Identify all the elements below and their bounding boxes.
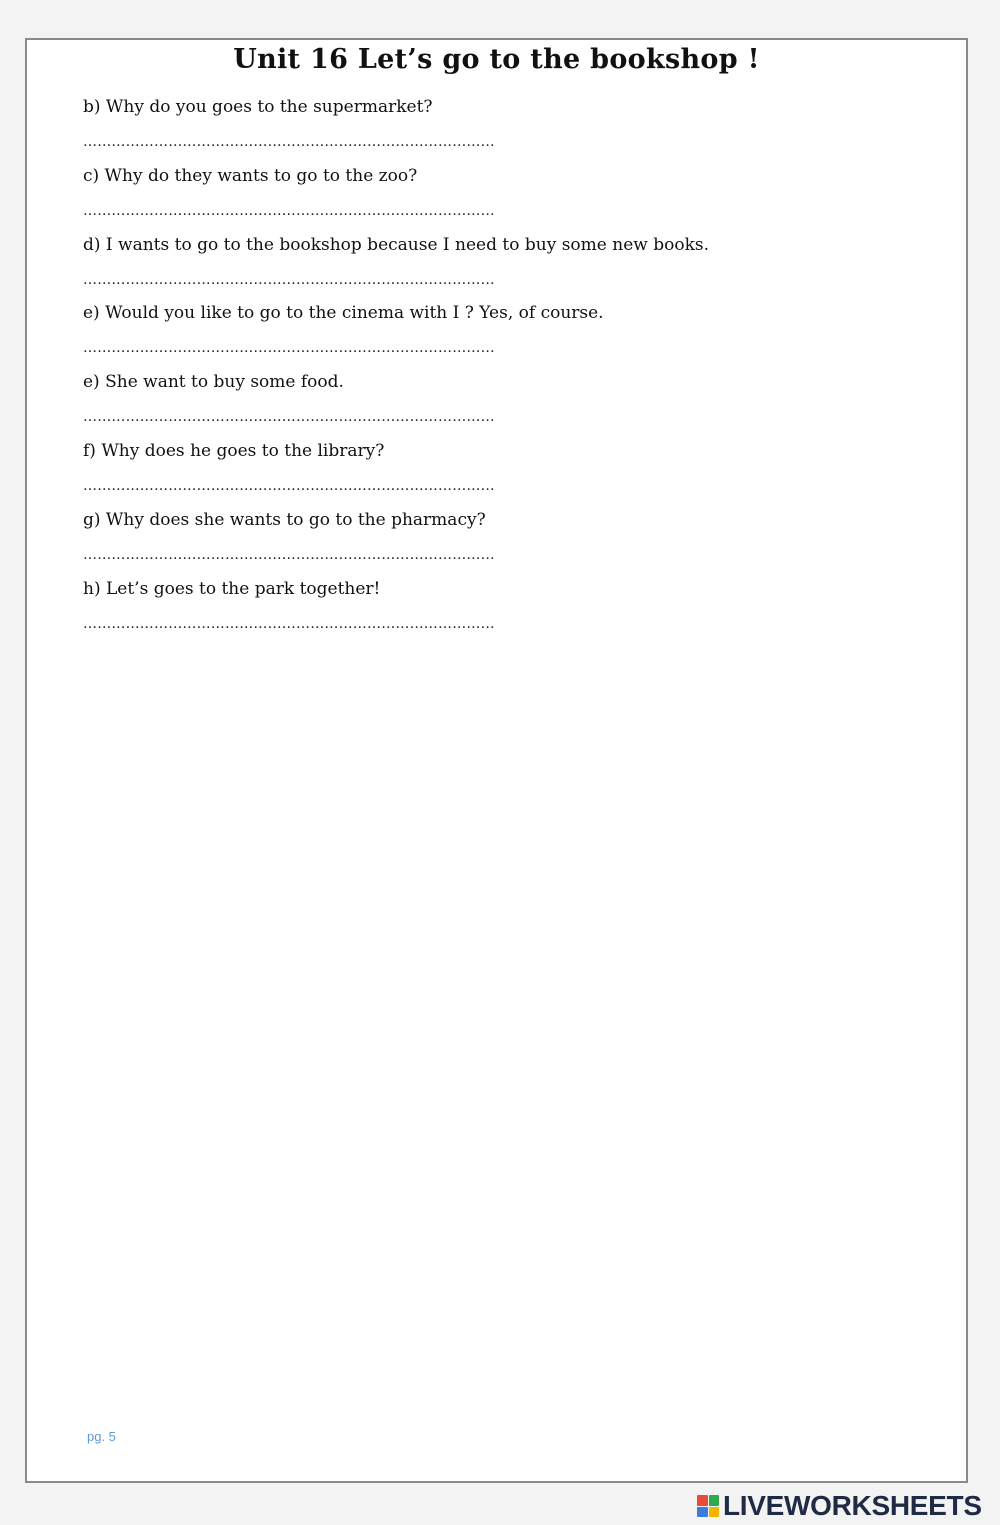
question-item	[83, 97, 933, 166]
question-item	[83, 372, 933, 441]
worksheet-page	[25, 38, 968, 1483]
page-number: pg. 5	[87, 1429, 116, 1444]
question-item	[83, 579, 933, 648]
question-item	[83, 303, 933, 372]
question-item	[83, 510, 933, 579]
logo-square-red	[697, 1495, 708, 1506]
question-item	[83, 441, 933, 510]
logo-square-blue	[697, 1507, 708, 1518]
question-text: b) Why do you goes to the supermarket?	[83, 97, 433, 117]
answer-line[interactable]: ……………………………………………………………………………	[83, 477, 495, 494]
answer-line[interactable]: ……………………………………………………………………………	[83, 615, 495, 632]
logo-square-yellow	[709, 1507, 720, 1518]
question-text: d) I wants to go to the bookshop because I need to buy some new books.	[83, 234, 709, 255]
answer-line[interactable]: ……………………………………………………………………………	[83, 409, 495, 426]
question-text: f) Why does he goes to the library?	[83, 440, 385, 461]
question-item	[83, 235, 933, 304]
answer-line[interactable]: ……………………………………………………………………………	[83, 134, 495, 150]
logo-square-green	[709, 1495, 720, 1506]
question-text: g) Why does she wants to go to the pharmacy?	[83, 509, 486, 530]
answer-line[interactable]: ……………………………………………………………………………	[83, 271, 495, 288]
question-text: h) Let’s goes to the park together!	[83, 578, 381, 599]
question-list	[83, 97, 933, 647]
answer-line[interactable]: ……………………………………………………………………………	[83, 202, 495, 219]
question-text: e) Would you like to go to the cinema with I ? Yes, of course.	[83, 303, 604, 324]
brand-name: LIVEWORKSHEETS	[723, 1490, 982, 1521]
question-text: e) She want to buy some food.	[83, 372, 344, 393]
answer-line[interactable]: ……………………………………………………………………………	[83, 340, 495, 357]
worksheet-title: Unit 16 Let’s go to the bookshop !	[233, 44, 760, 75]
question-item	[83, 166, 933, 235]
liveworksheets-logo-icon	[697, 1495, 719, 1517]
liveworksheets-brand[interactable]	[697, 1490, 982, 1522]
question-text: c) Why do they wants to go to the zoo?	[83, 165, 418, 186]
answer-line[interactable]: ……………………………………………………………………………	[83, 546, 495, 563]
